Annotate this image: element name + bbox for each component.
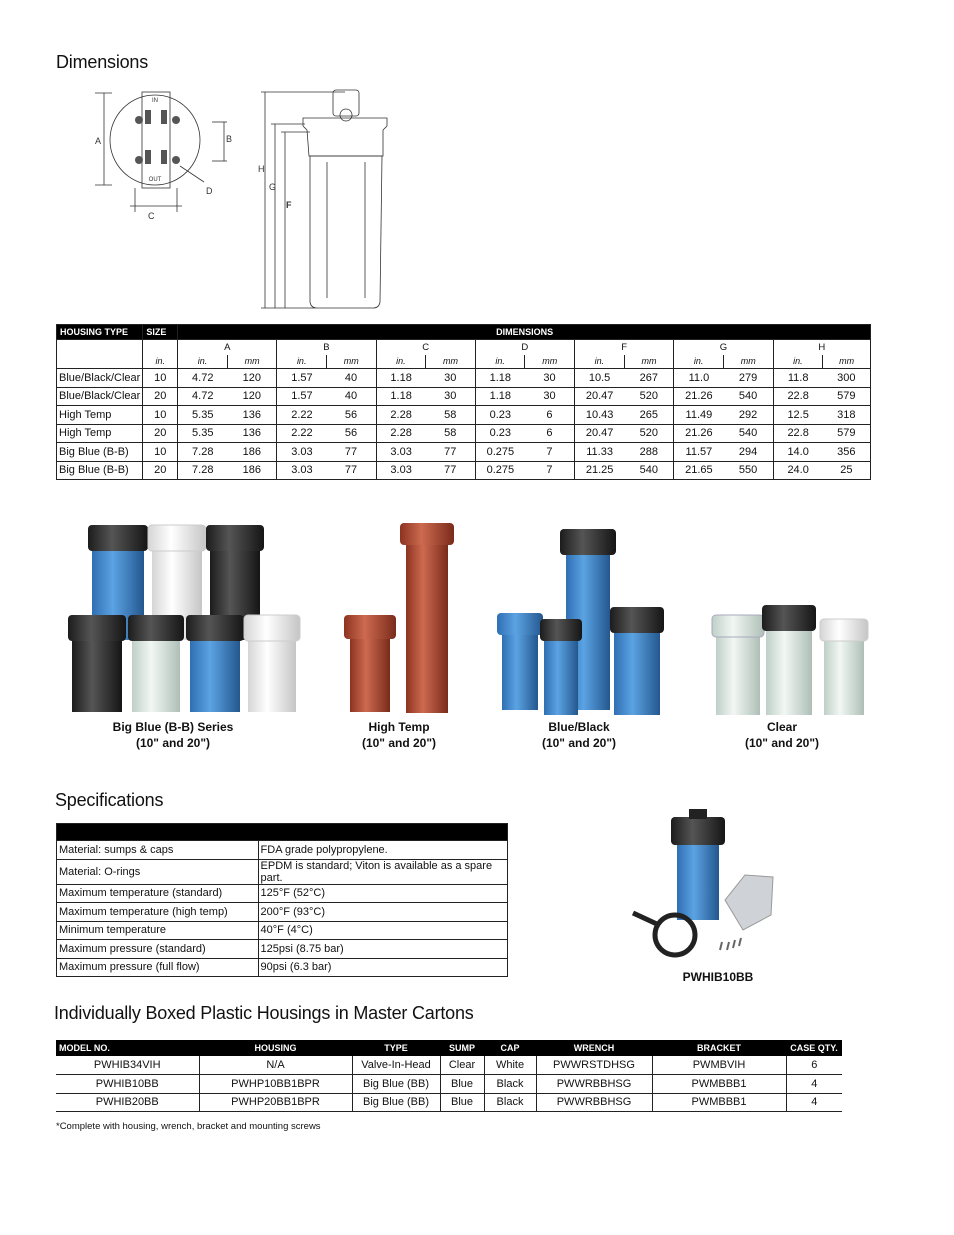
value-in-cell: 11.8 [773, 369, 823, 388]
unit-mm: mm [227, 355, 277, 369]
cell: Blue [440, 1075, 484, 1094]
value-mm-cell: 77 [426, 461, 476, 480]
value-mm-cell: 6 [525, 406, 575, 425]
value-mm-cell: 318 [823, 406, 871, 425]
value-mm-cell: 300 [823, 369, 871, 388]
spec-value: 90psi (6.3 bar) [258, 958, 507, 977]
dimensions-heading: Dimensions [56, 52, 149, 72]
col-wrench: WRENCH [536, 1040, 652, 1056]
col-housing-type: HOUSING TYPE [57, 325, 143, 340]
value-mm-cell: 579 [823, 387, 871, 406]
value-in-cell: 2.22 [277, 406, 327, 425]
unit-in: in. [277, 355, 327, 369]
housing-type-cell: Blue/Black/Clear [57, 387, 143, 406]
caption-line: (10" and 20") [135, 736, 211, 750]
caption-line: High Temp [368, 720, 430, 734]
value-in-cell: 4.72 [178, 369, 228, 388]
value-in-cell: 7.28 [178, 443, 228, 462]
value-mm-cell: 520 [624, 424, 674, 443]
col-bracket: BRACKET [652, 1040, 786, 1056]
value-in-cell: 3.03 [376, 443, 426, 462]
value-mm-cell: 77 [426, 443, 476, 462]
value-mm-cell: 58 [426, 424, 476, 443]
dimension-letter: A [178, 340, 277, 355]
value-in-cell: 1.57 [277, 387, 327, 406]
unit-mm: mm [823, 355, 871, 369]
caption-line: (10" and 20") [541, 736, 617, 750]
unit-in: in. [143, 355, 178, 369]
table-row [56, 1075, 842, 1094]
unit-in: in. [178, 355, 228, 369]
value-mm-cell: 267 [624, 369, 674, 388]
spec-value: FDA grade polypropylene. [258, 841, 507, 860]
cell: PWHP20BB1BPR [199, 1093, 352, 1112]
value-mm-cell: 30 [426, 369, 476, 388]
cell: Black [484, 1093, 536, 1112]
value-in-cell: 3.03 [376, 461, 426, 480]
value-mm-cell: 136 [227, 424, 277, 443]
value-in-cell: 21.65 [674, 461, 724, 480]
value-mm-cell: 6 [525, 424, 575, 443]
spec-value: 125psi (8.75 bar) [258, 940, 507, 959]
specifications-heading: Specifications [55, 790, 164, 810]
value-in-cell: 11.33 [575, 443, 625, 462]
value-in-cell: 2.28 [376, 424, 426, 443]
footnote: *Complete with housing, wrench, bracket and mounting screws [56, 1121, 321, 1132]
spec-value: EPDM is standard; Viton is available as a spare part. [258, 859, 507, 884]
value-in-cell: 1.18 [475, 369, 525, 388]
value-mm-cell: 25 [823, 461, 871, 480]
value-in-cell: 2.28 [376, 406, 426, 425]
side-view-diagram [255, 86, 405, 316]
dimension-letter: H [773, 340, 870, 355]
unit-in: in. [674, 355, 724, 369]
housing-type-cell: High Temp [57, 424, 143, 443]
value-in-cell: 21.26 [674, 424, 724, 443]
size-cell: 20 [143, 424, 178, 443]
value-mm-cell: 279 [724, 369, 774, 388]
value-mm-cell: 540 [624, 461, 674, 480]
value-in-cell: 0.23 [475, 424, 525, 443]
spec-key: Material: sumps & caps [57, 841, 259, 860]
label-out: OUT [148, 177, 162, 183]
cell: PWHIB20BB [56, 1093, 199, 1112]
value-in-cell: 1.57 [277, 369, 327, 388]
value-mm-cell: 294 [724, 443, 774, 462]
caption-big-blue [93, 719, 253, 751]
kit-photo [625, 805, 785, 960]
label-in: IN [152, 98, 158, 104]
cell: Blue [440, 1093, 484, 1112]
spec-value: 200°F (93°C) [258, 903, 507, 922]
value-mm-cell: 186 [227, 443, 277, 462]
unit-in: in. [376, 355, 426, 369]
caption-blue-black [519, 719, 639, 751]
cell: PWMBBB1 [652, 1093, 786, 1112]
housing-type-cell: High Temp [57, 406, 143, 425]
cell: N/A [199, 1056, 352, 1075]
cell: PWWRBBHSG [536, 1093, 652, 1112]
cell: Clear [440, 1056, 484, 1075]
value-mm-cell: 30 [426, 387, 476, 406]
value-mm-cell: 550 [724, 461, 774, 480]
col-size: SIZE [143, 325, 178, 340]
value-in-cell: 14.0 [773, 443, 823, 462]
blue-black-photo [497, 529, 664, 715]
specifications-table [56, 823, 508, 977]
col-housing: HOUSING [199, 1040, 352, 1056]
col-type: TYPE [352, 1040, 440, 1056]
size-cell: 10 [143, 406, 178, 425]
housing-type-cell: Big Blue (B-B) [57, 443, 143, 462]
table-row [57, 461, 871, 480]
value-in-cell: 0.23 [475, 406, 525, 425]
spec-value: 125°F (52°C) [258, 884, 507, 903]
label-a: A [95, 136, 102, 146]
value-in-cell: 11.49 [674, 406, 724, 425]
size-cell: 10 [143, 443, 178, 462]
spec-key: Maximum pressure (standard) [57, 940, 259, 959]
value-in-cell: 1.18 [376, 369, 426, 388]
label-d: D [206, 186, 213, 196]
caption-line: Clear [766, 720, 798, 734]
models-table [56, 1040, 842, 1112]
unit-mm: mm [624, 355, 674, 369]
housing-type-cell: Big Blue (B-B) [57, 461, 143, 480]
value-in-cell: 22.8 [773, 424, 823, 443]
value-in-cell: 10.5 [575, 369, 625, 388]
value-mm-cell: 56 [327, 424, 377, 443]
value-mm-cell: 40 [327, 387, 377, 406]
unit-mm: mm [327, 355, 377, 369]
cell: Big Blue (BB) [352, 1075, 440, 1094]
dimension-letter: B [277, 340, 376, 355]
table-row [56, 1093, 842, 1112]
caption-line: Blue/Black [548, 720, 610, 734]
cell: PWWRSTDHSG [536, 1056, 652, 1075]
dimension-letter: F [575, 340, 674, 355]
value-in-cell: 11.0 [674, 369, 724, 388]
unit-in: in. [575, 355, 625, 369]
kit-caption: PWHIB10BB [682, 970, 754, 984]
value-in-cell: 7.28 [178, 461, 228, 480]
col-dimensions: DIMENSIONS [178, 325, 871, 340]
value-in-cell: 0.275 [475, 443, 525, 462]
clear-photo [712, 605, 868, 715]
value-mm-cell: 186 [227, 461, 277, 480]
spec-key: Maximum temperature (high temp) [57, 903, 259, 922]
value-mm-cell: 579 [823, 424, 871, 443]
table-row [57, 424, 871, 443]
table-row [57, 369, 871, 388]
value-in-cell: 22.8 [773, 387, 823, 406]
cell: PWHIB10BB [56, 1075, 199, 1094]
cell: Valve-In-Head [352, 1056, 440, 1075]
value-mm-cell: 540 [724, 424, 774, 443]
unit-mm: mm [724, 355, 774, 369]
cell: Big Blue (BB) [352, 1093, 440, 1112]
value-mm-cell: 40 [327, 369, 377, 388]
value-mm-cell: 7 [525, 461, 575, 480]
housing-type-cell: Blue/Black/Clear [57, 369, 143, 388]
label-h: H [258, 164, 265, 174]
value-mm-cell: 30 [525, 369, 575, 388]
cell: PWMBBB1 [652, 1075, 786, 1094]
value-in-cell: 1.18 [376, 387, 426, 406]
value-mm-cell: 288 [624, 443, 674, 462]
value-in-cell: 21.26 [674, 387, 724, 406]
value-in-cell: 20.47 [575, 387, 625, 406]
value-mm-cell: 30 [525, 387, 575, 406]
value-in-cell: 12.5 [773, 406, 823, 425]
table-row [56, 1056, 842, 1075]
cell: Black [484, 1075, 536, 1094]
size-cell: 20 [143, 387, 178, 406]
unit-mm: mm [525, 355, 575, 369]
caption-clear [722, 719, 842, 751]
cell: 6 [786, 1056, 842, 1075]
spec-key: Maximum pressure (full flow) [57, 958, 259, 977]
value-in-cell: 3.03 [277, 461, 327, 480]
spec-value: 40°F (4°C) [258, 921, 507, 940]
value-mm-cell: 77 [327, 461, 377, 480]
col-sump: SUMP [440, 1040, 484, 1056]
size-cell: 20 [143, 461, 178, 480]
spec-key: Material: O-rings [57, 859, 259, 884]
label-g: G [269, 182, 277, 192]
cell: 4 [786, 1075, 842, 1094]
dimension-letter: C [376, 340, 475, 355]
cell: PWMBVIH [652, 1056, 786, 1075]
value-in-cell: 1.18 [475, 387, 525, 406]
value-mm-cell: 120 [227, 369, 277, 388]
models-heading: Individually Boxed Plastic Housings in Master Cartons [54, 1003, 474, 1023]
dimensions-table [56, 324, 871, 480]
value-in-cell: 10.43 [575, 406, 625, 425]
cell: 4 [786, 1093, 842, 1112]
label-f: F [286, 200, 292, 210]
value-in-cell: 2.22 [277, 424, 327, 443]
value-in-cell: 0.275 [475, 461, 525, 480]
product-photos [60, 515, 880, 720]
unit-mm: mm [426, 355, 476, 369]
value-mm-cell: 120 [227, 387, 277, 406]
caption-line: (10" and 20") [744, 736, 820, 750]
spec-key: Minimum temperature [57, 921, 259, 940]
value-mm-cell: 136 [227, 406, 277, 425]
cell: PWHIB34VIH [56, 1056, 199, 1075]
value-mm-cell: 58 [426, 406, 476, 425]
cell: PWWRBBHSG [536, 1075, 652, 1094]
value-mm-cell: 7 [525, 443, 575, 462]
caption-line: Big Blue (B-B) Series [112, 720, 234, 734]
high-temp-photo [344, 523, 454, 713]
blank-cell [57, 340, 143, 369]
spec-header-bar [57, 824, 508, 841]
value-in-cell: 21.25 [575, 461, 625, 480]
value-mm-cell: 520 [624, 387, 674, 406]
caption-high-temp [339, 719, 459, 751]
value-mm-cell: 356 [823, 443, 871, 462]
value-in-cell: 20.47 [575, 424, 625, 443]
value-mm-cell: 265 [624, 406, 674, 425]
col-cap: CAP [484, 1040, 536, 1056]
col-case-qty: CASE QTY. [786, 1040, 842, 1056]
table-row [57, 387, 871, 406]
label-b: B [226, 134, 233, 144]
label-c: C [148, 211, 155, 221]
blank-cell [143, 340, 178, 355]
col-model-no: MODEL NO. [56, 1040, 199, 1056]
top-view-diagram [92, 88, 242, 228]
cell: PWHP10BB1BPR [199, 1075, 352, 1094]
value-mm-cell: 77 [327, 443, 377, 462]
unit-in: in. [475, 355, 525, 369]
cell: White [484, 1056, 536, 1075]
value-in-cell: 11.57 [674, 443, 724, 462]
value-in-cell: 24.0 [773, 461, 823, 480]
size-cell: 10 [143, 369, 178, 388]
value-in-cell: 5.35 [178, 406, 228, 425]
table-row [57, 443, 871, 462]
value-mm-cell: 292 [724, 406, 774, 425]
dimension-letter: G [674, 340, 773, 355]
dimension-letter: D [475, 340, 574, 355]
spec-key: Maximum temperature (standard) [57, 884, 259, 903]
value-in-cell: 5.35 [178, 424, 228, 443]
caption-line: (10" and 20") [361, 736, 437, 750]
value-in-cell: 3.03 [277, 443, 327, 462]
value-in-cell: 4.72 [178, 387, 228, 406]
value-mm-cell: 540 [724, 387, 774, 406]
big-blue-group-photo [68, 525, 300, 712]
value-mm-cell: 56 [327, 406, 377, 425]
table-row [57, 406, 871, 425]
unit-in: in. [773, 355, 823, 369]
